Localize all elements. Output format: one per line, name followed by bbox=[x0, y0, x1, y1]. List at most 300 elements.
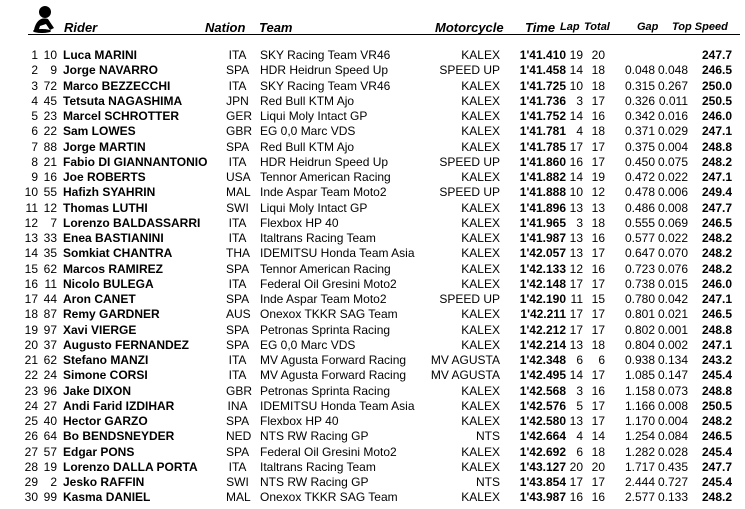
cell-gap-previous: 0.267 bbox=[657, 78, 688, 93]
cell-position: 5 bbox=[31, 109, 38, 123]
cell-top-speed: 247.1 bbox=[701, 170, 732, 184]
cell-best-lap: 17 bbox=[569, 322, 583, 337]
cell-total-laps: 16 bbox=[591, 490, 605, 505]
cell-best-lap: 17 bbox=[569, 139, 583, 154]
cell-top-speed: 250.0 bbox=[701, 78, 732, 93]
cell-rider-number: 62 bbox=[43, 353, 57, 367]
cell-gap-previous: 0.021 bbox=[657, 307, 688, 322]
table-row bbox=[0, 109, 745, 124]
cell-position: 3 bbox=[31, 78, 38, 93]
cell-nation: SPA bbox=[226, 444, 250, 459]
cell-lap-time: 1'41.888 bbox=[519, 185, 566, 200]
cell-rider-number: 16 bbox=[43, 170, 57, 184]
cell-lap-time: 1'42.212 bbox=[519, 322, 566, 337]
table-row bbox=[0, 262, 745, 277]
cell-lap-time: 1'41.781 bbox=[519, 124, 566, 139]
cell-gap-first: 0.326 bbox=[624, 93, 655, 108]
cell-best-lap: 14 bbox=[569, 109, 583, 123]
table-row bbox=[0, 490, 745, 505]
cell-best-lap: 4 bbox=[576, 429, 583, 444]
cell-best-lap: 10 bbox=[569, 78, 583, 93]
cell-total-laps: 18 bbox=[591, 124, 605, 139]
cell-total-laps: 17 bbox=[591, 414, 605, 428]
cell-best-lap: 16 bbox=[569, 490, 583, 505]
cell-lap-time: 1'42.348 bbox=[519, 353, 566, 367]
table-row bbox=[0, 368, 745, 383]
cell-motorcycle: KALEX bbox=[461, 109, 500, 123]
cell-top-speed: 246.5 bbox=[701, 63, 732, 78]
cell-motorcycle: KALEX bbox=[461, 170, 500, 184]
cell-motorcycle: KALEX bbox=[461, 231, 500, 245]
cell-team: Federal Oil Gresini Moto2 bbox=[260, 444, 397, 459]
cell-team: IDEMITSU Honda Team Asia bbox=[260, 246, 415, 261]
cell-gap-previous: 0.008 bbox=[657, 398, 688, 413]
cell-position: 17 bbox=[24, 292, 38, 306]
cell-rider-number: 57 bbox=[43, 444, 57, 459]
cell-gap-first: 0.723 bbox=[624, 261, 655, 276]
cell-team: Inde Aspar Team Moto2 bbox=[260, 185, 387, 200]
cell-team: NTS RW Racing GP bbox=[260, 475, 369, 489]
cell-gap-previous: 0.048 bbox=[657, 63, 688, 78]
cell-rider-name: Lorenzo BALDASSARRI bbox=[63, 215, 201, 230]
cell-top-speed: 250.5 bbox=[701, 93, 732, 108]
cell-gap-first: 0.375 bbox=[624, 139, 655, 154]
cell-gap-previous: 0.029 bbox=[657, 124, 688, 139]
cell-team: SKY Racing Team VR46 bbox=[260, 78, 391, 93]
cell-nation: MAL bbox=[226, 490, 251, 505]
cell-team: Liqui Moly Intact GP bbox=[260, 109, 368, 123]
cell-best-lap: 14 bbox=[569, 368, 583, 383]
cell-total-laps: 15 bbox=[591, 292, 605, 306]
cell-total-laps: 18 bbox=[591, 215, 605, 230]
cell-position: 28 bbox=[24, 459, 38, 474]
cell-top-speed: 247.1 bbox=[701, 292, 732, 306]
cell-total-laps: 16 bbox=[591, 109, 605, 123]
cell-top-speed: 248.8 bbox=[701, 383, 732, 398]
cell-position: 14 bbox=[24, 246, 38, 261]
cell-rider-number: 97 bbox=[43, 322, 57, 337]
cell-top-speed: 246.5 bbox=[701, 307, 732, 322]
cell-rider-number: 44 bbox=[43, 292, 57, 306]
cell-best-lap: 17 bbox=[569, 475, 583, 489]
table-row bbox=[0, 140, 745, 155]
cell-motorcycle: KALEX bbox=[461, 124, 500, 139]
cell-lap-time: 1'42.495 bbox=[519, 368, 566, 383]
cell-rider-number: 24 bbox=[43, 368, 57, 383]
cell-gap-previous: 0.075 bbox=[657, 154, 688, 169]
cell-lap-time: 1'42.148 bbox=[519, 276, 566, 291]
cell-rider-number: 22 bbox=[43, 124, 57, 139]
cell-rider-number: 55 bbox=[43, 185, 57, 200]
cell-rider-number: 96 bbox=[43, 383, 57, 398]
header-nation: Nation bbox=[205, 20, 246, 35]
cell-rider-number: 64 bbox=[43, 429, 57, 444]
cell-rider-name: Jake DIXON bbox=[63, 383, 132, 398]
cell-gap-first: 0.478 bbox=[624, 185, 655, 200]
cell-motorcycle: KALEX bbox=[461, 93, 500, 108]
cell-gap-first: 0.555 bbox=[624, 215, 655, 230]
cell-total-laps: 17 bbox=[591, 93, 605, 108]
cell-nation: SPA bbox=[226, 414, 250, 428]
cell-position: 24 bbox=[24, 398, 38, 413]
cell-rider-number: 88 bbox=[43, 139, 57, 154]
cell-gap-first: 0.780 bbox=[624, 292, 655, 306]
cell-best-lap: 13 bbox=[569, 337, 583, 352]
cell-lap-time: 1'41.410 bbox=[519, 48, 566, 62]
cell-team: HDR Heidrun Speed Up bbox=[260, 154, 389, 169]
header-divider bbox=[28, 34, 740, 35]
table-row bbox=[0, 307, 745, 322]
cell-team: Tennor American Racing bbox=[260, 261, 391, 276]
cell-top-speed: 248.2 bbox=[701, 414, 732, 428]
cell-gap-first: 0.048 bbox=[624, 63, 655, 78]
cell-gap-first: 0.738 bbox=[624, 276, 655, 291]
cell-gap-previous: 0.069 bbox=[657, 215, 688, 230]
cell-gap-previous: 0.008 bbox=[657, 200, 688, 215]
table-row bbox=[0, 292, 745, 307]
cell-rider-number: 21 bbox=[43, 154, 57, 169]
cell-gap-first: 0.938 bbox=[624, 353, 655, 367]
cell-lap-time: 1'42.057 bbox=[519, 246, 566, 261]
table-row bbox=[0, 48, 745, 63]
table-row bbox=[0, 353, 745, 368]
cell-top-speed: 248.2 bbox=[701, 246, 732, 261]
cell-top-speed: 248.8 bbox=[701, 322, 732, 337]
cell-team: Federal Oil Gresini Moto2 bbox=[260, 276, 397, 291]
cell-total-laps: 17 bbox=[591, 398, 605, 413]
table-row bbox=[0, 384, 745, 399]
cell-motorcycle: KALEX bbox=[461, 398, 500, 413]
table-row bbox=[0, 445, 745, 460]
motorcycle-rider-icon bbox=[30, 4, 58, 34]
cell-best-lap: 17 bbox=[569, 276, 583, 291]
cell-best-lap: 13 bbox=[569, 246, 583, 261]
cell-nation: SPA bbox=[226, 261, 250, 276]
cell-motorcycle: MV AGUSTA bbox=[430, 353, 500, 367]
cell-best-lap: 3 bbox=[576, 215, 583, 230]
cell-team: IDEMITSU Honda Team Asia bbox=[260, 398, 415, 413]
cell-rider-name: Hafizh SYAHRIN bbox=[63, 185, 156, 200]
table-row bbox=[0, 414, 745, 429]
cell-rider-name: Hector GARZO bbox=[63, 414, 148, 428]
cell-gap-first: 1.717 bbox=[624, 459, 655, 474]
results-table bbox=[0, 48, 745, 506]
header-rider: Rider bbox=[64, 20, 98, 35]
header-lap: Lap bbox=[560, 21, 580, 33]
cell-lap-time: 1'43.854 bbox=[519, 475, 566, 489]
cell-best-lap: 13 bbox=[569, 414, 583, 428]
cell-lap-time: 1'42.576 bbox=[519, 398, 566, 413]
cell-position: 22 bbox=[24, 368, 38, 383]
cell-position: 29 bbox=[24, 475, 38, 489]
cell-motorcycle: KALEX bbox=[461, 383, 500, 398]
cell-position: 26 bbox=[24, 429, 38, 444]
cell-best-lap: 16 bbox=[569, 154, 583, 169]
cell-rider-name: Jorge MARTIN bbox=[63, 139, 146, 154]
cell-team: Red Bull KTM Ajo bbox=[260, 93, 355, 108]
table-row bbox=[0, 323, 745, 338]
cell-gap-first: 0.647 bbox=[624, 246, 655, 261]
cell-rider-number: 45 bbox=[43, 93, 57, 108]
cell-team: SKY Racing Team VR46 bbox=[260, 48, 391, 62]
cell-gap-previous: 0.016 bbox=[657, 109, 688, 123]
cell-rider-name: Aron CANET bbox=[63, 292, 136, 306]
cell-rider-number: 62 bbox=[43, 261, 57, 276]
cell-rider-number: 99 bbox=[43, 490, 57, 505]
cell-motorcycle: NTS bbox=[476, 475, 500, 489]
cell-total-laps: 17 bbox=[591, 154, 605, 169]
cell-top-speed: 245.4 bbox=[701, 444, 732, 459]
cell-total-laps: 20 bbox=[591, 48, 605, 62]
cell-motorcycle: SPEED UP bbox=[439, 63, 500, 78]
cell-position: 27 bbox=[24, 444, 38, 459]
table-header bbox=[0, 0, 745, 36]
cell-rider-name: Thomas LUTHI bbox=[63, 200, 148, 215]
cell-rider-name: Marcos RAMIREZ bbox=[63, 261, 164, 276]
cell-motorcycle: KALEX bbox=[461, 444, 500, 459]
table-row bbox=[0, 155, 745, 170]
cell-nation: SWI bbox=[226, 475, 249, 489]
cell-nation: SPA bbox=[226, 322, 250, 337]
cell-nation: ITA bbox=[228, 353, 247, 367]
table-row bbox=[0, 475, 745, 490]
cell-team: Petronas Sprinta Racing bbox=[260, 383, 391, 398]
cell-lap-time: 1'42.692 bbox=[519, 444, 566, 459]
cell-nation: SPA bbox=[226, 139, 250, 154]
header-top-speed: Top Speed bbox=[672, 21, 728, 33]
cell-motorcycle: KALEX bbox=[461, 48, 500, 62]
header-total: Total bbox=[584, 21, 610, 33]
cell-best-lap: 5 bbox=[576, 398, 583, 413]
cell-total-laps: 17 bbox=[591, 139, 605, 154]
cell-lap-time: 1'43.987 bbox=[519, 490, 566, 505]
cell-position: 16 bbox=[24, 276, 38, 291]
cell-position: 9 bbox=[31, 170, 38, 184]
cell-total-laps: 18 bbox=[591, 63, 605, 78]
cell-team: HDR Heidrun Speed Up bbox=[260, 63, 389, 78]
cell-best-lap: 10 bbox=[569, 185, 583, 200]
cell-total-laps: 13 bbox=[591, 200, 605, 215]
cell-nation: ITA bbox=[228, 276, 247, 291]
cell-rider-name: Stefano MANZI bbox=[63, 353, 149, 367]
cell-gap-first: 1.254 bbox=[624, 429, 655, 444]
cell-gap-previous: 0.002 bbox=[657, 337, 688, 352]
table-row bbox=[0, 399, 745, 414]
table-row bbox=[0, 124, 745, 139]
cell-motorcycle: NTS bbox=[476, 429, 500, 444]
cell-total-laps: 16 bbox=[591, 261, 605, 276]
cell-team: Petronas Sprinta Racing bbox=[260, 322, 391, 337]
cell-gap-first: 0.371 bbox=[624, 124, 655, 139]
cell-gap-first: 0.804 bbox=[624, 337, 655, 352]
cell-top-speed: 246.0 bbox=[701, 276, 732, 291]
cell-best-lap: 3 bbox=[576, 93, 583, 108]
cell-nation: ITA bbox=[228, 154, 247, 169]
cell-total-laps: 6 bbox=[598, 353, 605, 367]
cell-team: Red Bull KTM Ajo bbox=[260, 139, 355, 154]
cell-total-laps: 17 bbox=[591, 368, 605, 383]
cell-motorcycle: KALEX bbox=[461, 276, 500, 291]
cell-gap-previous: 0.022 bbox=[657, 170, 688, 184]
cell-top-speed: 247.7 bbox=[701, 200, 732, 215]
cell-position: 7 bbox=[31, 139, 38, 154]
cell-rider-number: 72 bbox=[43, 78, 57, 93]
cell-team: Italtrans Racing Team bbox=[260, 459, 376, 474]
cell-position: 10 bbox=[24, 185, 38, 200]
cell-top-speed: 247.1 bbox=[701, 337, 732, 352]
cell-rider-name: Jesko RAFFIN bbox=[63, 475, 145, 489]
cell-gap-previous: 0.133 bbox=[657, 490, 688, 505]
cell-nation: SPA bbox=[226, 63, 250, 78]
cell-best-lap: 12 bbox=[569, 261, 583, 276]
cell-top-speed: 250.5 bbox=[701, 398, 732, 413]
cell-motorcycle: KALEX bbox=[461, 78, 500, 93]
cell-position: 18 bbox=[24, 307, 38, 322]
cell-gap-previous: 0.134 bbox=[657, 353, 688, 367]
cell-total-laps: 16 bbox=[591, 231, 605, 245]
cell-position: 11 bbox=[25, 200, 38, 215]
cell-rider-name: Andi Farid IZDIHAR bbox=[63, 398, 175, 413]
cell-gap-previous: 0.004 bbox=[657, 414, 688, 428]
cell-rider-number: 10 bbox=[43, 48, 57, 62]
cell-rider-name: Luca MARINI bbox=[63, 48, 138, 62]
cell-top-speed: 245.4 bbox=[701, 475, 732, 489]
cell-team: Flexbox HP 40 bbox=[260, 414, 339, 428]
cell-total-laps: 17 bbox=[591, 322, 605, 337]
cell-gap-previous: 0.001 bbox=[657, 322, 688, 337]
cell-team: Liqui Moly Intact GP bbox=[260, 200, 368, 215]
cell-lap-time: 1'42.211 bbox=[520, 307, 566, 322]
cell-best-lap: 3 bbox=[576, 383, 583, 398]
cell-rider-number: 2 bbox=[50, 475, 57, 489]
cell-best-lap: 14 bbox=[569, 170, 583, 184]
table-row bbox=[0, 94, 745, 109]
cell-top-speed: 248.2 bbox=[701, 231, 732, 245]
cell-motorcycle: SPEED UP bbox=[439, 185, 500, 200]
cell-rider-name: Edgar PONS bbox=[63, 444, 135, 459]
cell-lap-time: 1'43.127 bbox=[519, 459, 566, 474]
cell-best-lap: 11 bbox=[570, 292, 583, 306]
cell-gap-first: 1.158 bbox=[624, 383, 655, 398]
cell-top-speed: 249.4 bbox=[701, 185, 732, 200]
cell-lap-time: 1'41.882 bbox=[519, 170, 566, 184]
cell-nation: SPA bbox=[226, 337, 250, 352]
header-gap: Gap bbox=[637, 21, 659, 33]
cell-motorcycle: MV AGUSTA bbox=[430, 368, 500, 383]
cell-rider-number: 87 bbox=[43, 307, 57, 322]
cell-team: Onexox TKKR SAG Team bbox=[260, 307, 398, 322]
cell-motorcycle: KALEX bbox=[461, 490, 500, 505]
cell-gap-first: 0.315 bbox=[624, 78, 655, 93]
table-row bbox=[0, 63, 745, 78]
table-row bbox=[0, 79, 745, 94]
cell-motorcycle: KALEX bbox=[461, 246, 500, 261]
table-row bbox=[0, 185, 745, 200]
cell-rider-name: Marcel SCHROTTER bbox=[63, 109, 180, 123]
cell-team: Tennor American Racing bbox=[260, 170, 391, 184]
cell-position: 23 bbox=[24, 383, 38, 398]
cell-nation: ITA bbox=[228, 215, 247, 230]
cell-total-laps: 18 bbox=[591, 444, 605, 459]
cell-lap-time: 1'42.190 bbox=[519, 292, 566, 306]
cell-position: 30 bbox=[24, 490, 38, 505]
cell-rider-number: 40 bbox=[43, 414, 57, 428]
cell-rider-number: 12 bbox=[43, 200, 57, 215]
cell-lap-time: 1'41.736 bbox=[519, 93, 566, 108]
cell-motorcycle: KALEX bbox=[461, 139, 500, 154]
cell-motorcycle: KALEX bbox=[461, 322, 500, 337]
table-row bbox=[0, 216, 745, 231]
cell-nation: AUS bbox=[226, 307, 251, 322]
cell-top-speed: 248.2 bbox=[701, 490, 732, 505]
cell-rider-name: Nicolo BULEGA bbox=[63, 276, 154, 291]
cell-top-speed: 248.2 bbox=[701, 154, 732, 169]
cell-team: Italtrans Racing Team bbox=[260, 231, 376, 245]
cell-motorcycle: KALEX bbox=[461, 307, 500, 322]
cell-rider-number: 27 bbox=[43, 398, 57, 413]
cell-total-laps: 12 bbox=[591, 185, 605, 200]
cell-top-speed: 246.5 bbox=[701, 429, 732, 444]
cell-team: EG 0,0 Marc VDS bbox=[260, 124, 356, 139]
cell-gap-first: 0.486 bbox=[624, 200, 655, 215]
header-time: Time bbox=[525, 20, 556, 35]
cell-gap-first: 1.166 bbox=[624, 398, 655, 413]
cell-best-lap: 19 bbox=[569, 48, 583, 62]
cell-gap-previous: 0.435 bbox=[657, 459, 688, 474]
cell-rider-number: 23 bbox=[43, 109, 57, 123]
cell-motorcycle: KALEX bbox=[461, 459, 500, 474]
cell-nation: USA bbox=[226, 170, 251, 184]
cell-nation: SWI bbox=[226, 200, 249, 215]
cell-position: 13 bbox=[24, 231, 38, 245]
cell-rider-number: 37 bbox=[43, 337, 57, 352]
cell-motorcycle: SPEED UP bbox=[439, 154, 500, 169]
table-row bbox=[0, 201, 745, 216]
cell-nation: MAL bbox=[226, 185, 251, 200]
header-team: Team bbox=[259, 20, 293, 35]
cell-lap-time: 1'42.580 bbox=[519, 414, 566, 428]
cell-lap-time: 1'42.133 bbox=[519, 261, 566, 276]
cell-nation: ITA bbox=[228, 459, 247, 474]
cell-gap-first: 0.802 bbox=[624, 322, 655, 337]
cell-gap-previous: 0.084 bbox=[657, 429, 688, 444]
cell-total-laps: 19 bbox=[591, 170, 605, 184]
cell-nation: THA bbox=[226, 246, 250, 261]
cell-motorcycle: KALEX bbox=[461, 215, 500, 230]
cell-gap-first: 2.444 bbox=[624, 475, 655, 489]
cell-motorcycle: SPEED UP bbox=[439, 292, 500, 306]
cell-team: Onexox TKKR SAG Team bbox=[260, 490, 398, 505]
cell-team: EG 0,0 Marc VDS bbox=[260, 337, 356, 352]
cell-gap-previous: 0.004 bbox=[657, 139, 688, 154]
table-row bbox=[0, 338, 745, 353]
cell-lap-time: 1'41.725 bbox=[519, 78, 566, 93]
cell-total-laps: 17 bbox=[591, 276, 605, 291]
cell-gap-first: 1.282 bbox=[624, 444, 655, 459]
cell-gap-previous: 0.073 bbox=[657, 383, 688, 398]
cell-rider-name: Simone CORSI bbox=[63, 368, 148, 383]
cell-rider-name: Marco BEZZECCHI bbox=[63, 78, 171, 93]
cell-rider-name: Sam LOWES bbox=[63, 124, 136, 139]
cell-gap-previous: 0.042 bbox=[657, 292, 688, 306]
cell-gap-previous: 0.070 bbox=[657, 246, 688, 261]
table-row bbox=[0, 460, 745, 475]
cell-total-laps: 17 bbox=[591, 246, 605, 261]
cell-rider-name: Kasma DANIEL bbox=[63, 490, 151, 505]
cell-position: 21 bbox=[24, 353, 38, 367]
cell-total-laps: 16 bbox=[591, 383, 605, 398]
cell-team: MV Agusta Forward Racing bbox=[260, 353, 407, 367]
